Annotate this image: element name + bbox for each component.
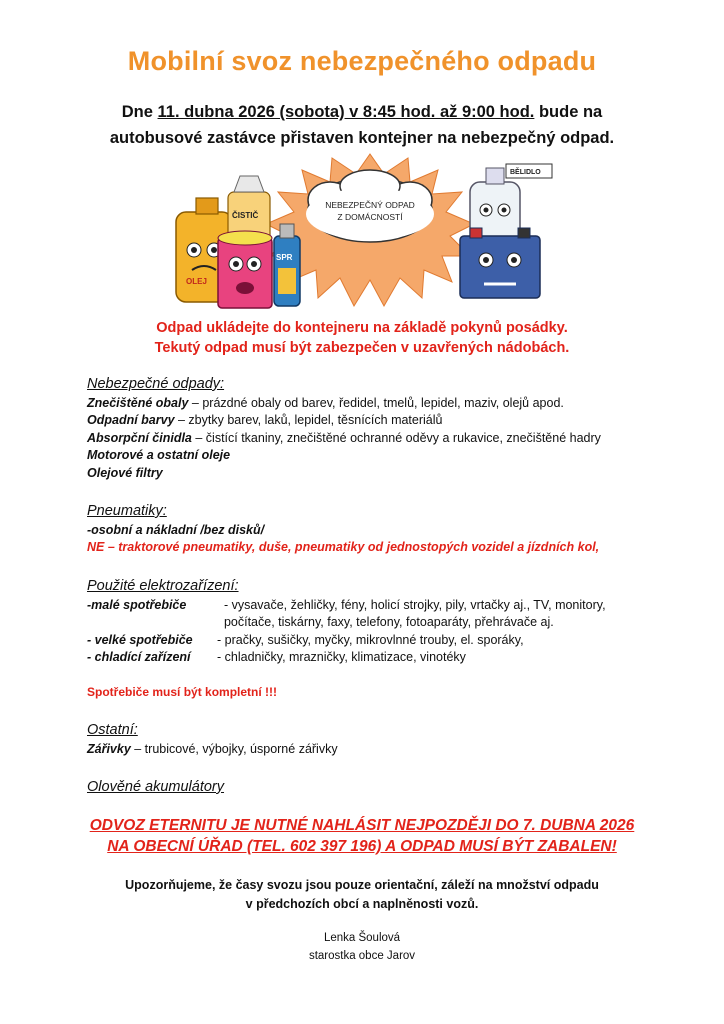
eternit-line-2: NA OBECNÍ ÚŘAD (TEL. 602 397 196) A ODPAD MUSÍ BÝT ZABALEN! (107, 838, 617, 855)
intro-text (0, 99, 724, 151)
label-spr: SPR (276, 253, 293, 262)
instruction-note (0, 318, 724, 358)
eternit-line-1: ODVOZ ETERNITU JE NUTNÉ NAHLÁSIT NEJPOZDĚJI DO 7. DUBNA 2026 (89, 817, 635, 834)
section-heading: Pneumatiky: (87, 503, 167, 519)
section-heading: Ostatní: (87, 722, 138, 738)
list-item: Znečištěné obaly – prázdné obaly od barev, ředidel, tmelů, lepidel, maziv, olejů apod. (87, 395, 564, 410)
label-belidlo: BĚLIDLO (510, 169, 541, 176)
battery-character (460, 228, 540, 298)
section-batteries (87, 779, 687, 798)
section-heading: Nebezpečné odpady: (87, 376, 225, 392)
table-row: počítače, tiskárny, faxy, telefony, fotoaparáty, přehrávače aj. (217, 615, 554, 629)
collection-date: 11. dubna 2026 (sobota) v 8:45 hod. až 9:00 hod. (157, 103, 535, 121)
tires-excluded: NE – traktorové pneumatiky, duše, pneumatiky od jednostopých vozidel a jízdních kol, (87, 540, 600, 554)
section-heading: Olověné akumulátory (87, 779, 225, 795)
instruction-line-2: Tekutý odpad musí být zabezpečen v uzavřených nádobách. (154, 340, 570, 356)
cloud-text-1: NEBEZPEČNÝ ODPAD (325, 200, 415, 210)
list-item: Olejové filtry (87, 465, 163, 480)
list-item: Odpadní barvy – zbytky barev, laků, lepidel, těsnících materiálů (87, 413, 443, 427)
signatory-name: Lenka Šoulová (323, 932, 401, 944)
list-item: Absorpční činidla – čistící tkaniny, znečištěné ochranné oděvy a rukavice, znečištěné hadry (87, 430, 601, 445)
intro-line-1: Dne 11. dubna 2026 (sobota) v 8:45 hod. až 9:00 hod. bude na (121, 103, 603, 121)
list-item: Zářivky – trubicové, výbojky, úsporné zářivky (87, 741, 338, 756)
notice-line-2: v předchozích obcí a naplněnosti vozů. (245, 897, 479, 911)
notice-line-1: Upozorňujeme, že časy svozu jsou pouze orientační, záleží na množství odpadu (125, 878, 599, 892)
table-row: - velké spotřebiče - pračky, sušičky, myčky, mikrovlnné trouby, el. sporáky, (87, 632, 524, 647)
cloud-text-2: Z DOMÁCNOSTÍ (337, 212, 403, 222)
list-item: Motorové a ostatní oleje (87, 448, 231, 462)
section-other (87, 722, 687, 758)
timing-notice (0, 876, 724, 914)
electro-warning: Spotřebiče musí být kompletní !!! (87, 684, 278, 699)
label-olej: OLEJ (186, 277, 207, 286)
section-heading: Použité elektrozařízení: (87, 578, 239, 594)
table-row: - chladící zařízení - chladničky, mrazničky, klimatizace, vinotéky (87, 650, 466, 664)
page-title: Mobilní svoz nebezpečného odpadu (127, 46, 597, 76)
tires-accepted: -osobní a nákladní /bez disků/ (87, 522, 265, 537)
signature-block (0, 929, 724, 965)
eternit-notice (0, 815, 724, 857)
section-tires (87, 503, 687, 557)
table-row: -malé spotřebiče - vysavače, žehličky, fény, holicí strojky, pily, vrtačky aj., TV, monitory, (87, 597, 606, 612)
signatory-role: starostka obce Jarov (308, 950, 416, 962)
intro-line-2: autobusové zastávce přistaven kontejner na nebezpečný odpad. (109, 129, 615, 147)
label-cistic: ČISTIČ (232, 211, 259, 220)
section-electro (87, 578, 687, 701)
paint-can-character (218, 231, 272, 308)
hazardous-waste-illustration (170, 152, 570, 314)
spray-can-character (274, 224, 300, 306)
instruction-line-1: Odpad ukládejte do kontejneru na základě pokynů posádky. (156, 320, 568, 336)
section-hazardous (87, 376, 687, 482)
